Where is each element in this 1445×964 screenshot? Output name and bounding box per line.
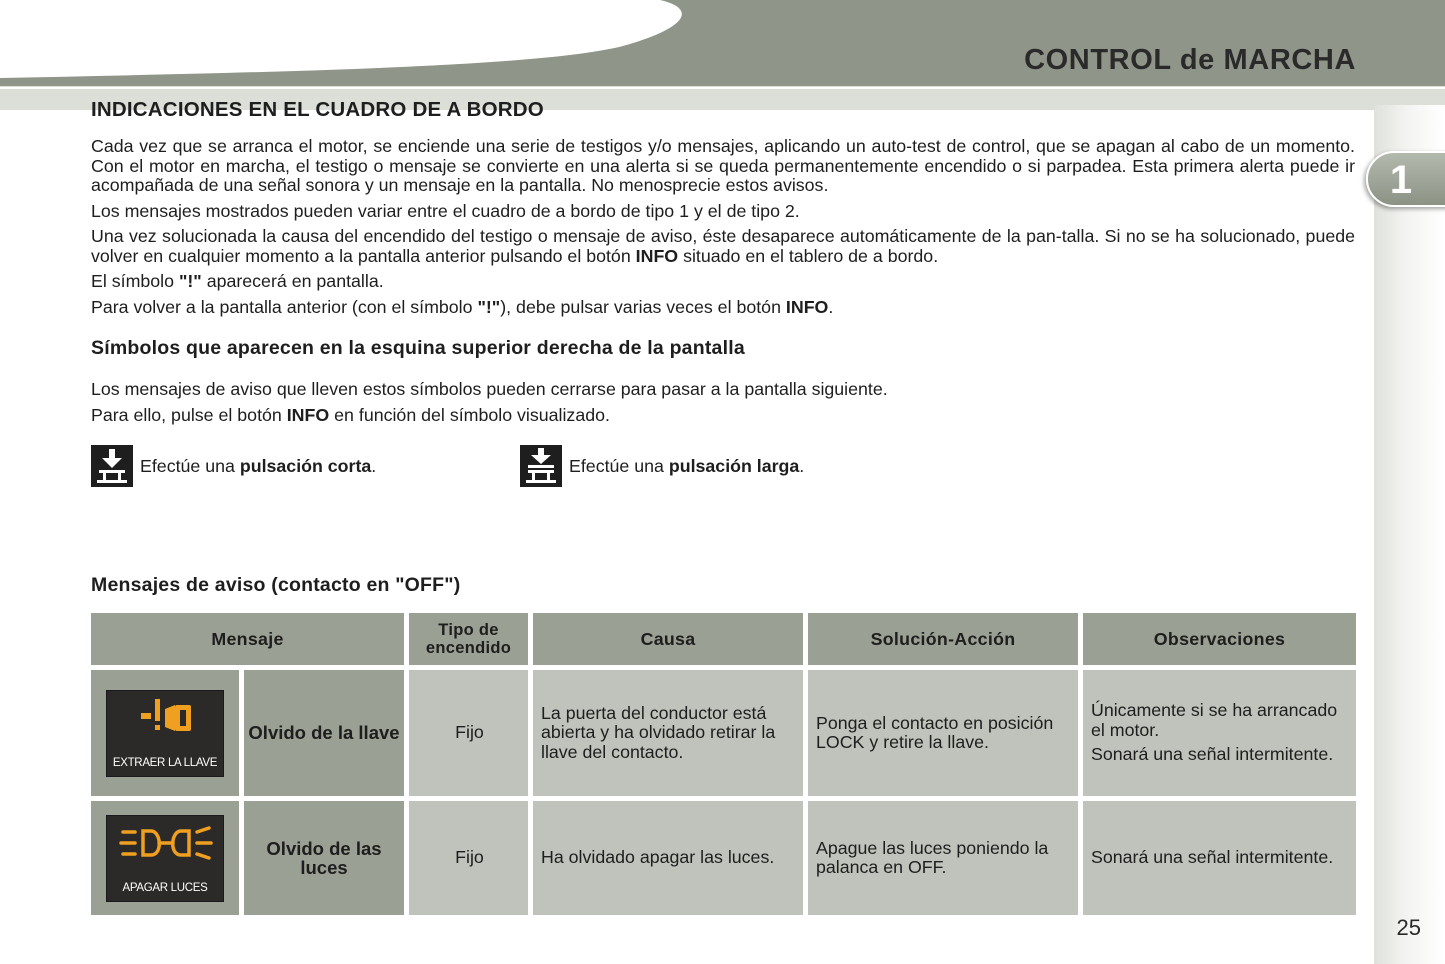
key-warning-screen	[106, 690, 224, 777]
types-paragraph: Los mensajes mostrados pueden variar entre el cuadro de a bordo de tipo 1 y el de tipo 2.	[91, 200, 800, 221]
chapter-title: CONTROL de MARCHA	[1024, 44, 1356, 76]
table-row-1-name: Olvido de la llave	[244, 670, 404, 796]
table-row-2-solucion: Apague las luces poniendo la palanca en OFF.	[808, 801, 1078, 915]
intro-paragraph: Cada vez que se arranca el motor, se enciende una serie de testigos y/o mensajes, aplicando un auto-test de control, que se apagan al cabo de un momento. Con el motor en marcha, el testigo o mensaje se convierte en una alerta si se queda permanentemente encendido o si parpadea. Esta primera alerta puede ir acompañada de una señal sonora y un mensaje en la pantalla. No menosprecie estos avisos.	[91, 136, 1355, 195]
table-row-2-image	[91, 801, 239, 915]
header-solucion: Solución-Acción	[808, 613, 1078, 665]
page-number: 25	[1396, 915, 1421, 940]
screen-label-key: EXTRAER LA LLAVE	[112, 756, 218, 769]
header-mensaje: Mensaje	[91, 613, 404, 665]
long-press-text: Efectúe una pulsación larga.	[569, 455, 805, 476]
header-causa: Causa	[533, 613, 803, 665]
short-press-text: Efectúe una pulsación corta.	[140, 455, 377, 476]
table-row-2-observaciones	[1083, 801, 1356, 915]
press-symbols-row	[91, 445, 1355, 489]
symbol-paragraph: El símbolo "!" aparecerá en pantalla.	[91, 271, 384, 291]
table-title: Mensajes de aviso (contacto en "OFF")	[91, 574, 461, 596]
short-press-icon	[91, 445, 133, 487]
return-paragraph: Para volver a la pantalla anterior (con el símbolo "!"), debe pulsar varias veces el botón INFO.	[91, 296, 834, 317]
chapter-tab[interactable]	[1366, 151, 1445, 207]
short-press-item	[91, 445, 376, 487]
section-title: INDICACIONES EN EL CUADRO DE A BORDO	[91, 98, 544, 121]
symbols-paragraph-1: Los mensajes de aviso que lleven estos símbolos pueden cerrarse para pasar a la pantalla siguiente.	[91, 379, 888, 399]
table-row-2-tipo: Fijo	[409, 801, 528, 915]
table-row-1-tipo: Fijo	[409, 670, 528, 796]
right-side-strip	[1374, 105, 1445, 964]
table-row-1-obs-1: Únicamente si se ha arrancado el motor.	[1091, 700, 1338, 740]
table-row-1-causa: La puerta del conductor está abierta y ha olvidado retirar la llave del contacto.	[533, 670, 803, 796]
symbols-paragraph-2: Para ello, pulse el botón INFO en función del símbolo visualizado.	[91, 404, 610, 425]
headlights-screen	[106, 815, 224, 902]
table-row-1-obs-2: Sonará una señal intermitente.	[1091, 744, 1334, 765]
table-row-2-name: Olvido de las luces	[244, 801, 404, 915]
table-row-2-causa: Ha olvidado apagar las luces.	[533, 801, 803, 915]
info-keyword: INFO	[635, 245, 679, 266]
key-warning-icon	[107, 691, 225, 751]
headlights-icon	[107, 816, 225, 876]
table-row-2-obs-1: Sonará una señal intermitente.	[1091, 847, 1334, 868]
main-content	[91, 98, 1355, 489]
screen-label-lights: APAGAR LUCES	[122, 881, 208, 894]
table-row-1-image	[91, 670, 239, 796]
long-press-item	[520, 445, 804, 487]
header-observaciones: Observaciones	[1083, 613, 1356, 665]
chapter-number: 1	[1389, 158, 1413, 202]
table-row-1-observaciones	[1083, 670, 1356, 796]
long-press-icon	[520, 445, 562, 487]
symbols-subtitle: Símbolos que aparecen en la esquina superior derecha de la pantalla	[91, 337, 745, 359]
info-paragraph: Una vez solucionada la causa del encendido del testigo o mensaje de aviso, éste desaparece automáticamente de la pan-talla. Si no se ha solucionado, puede volver en cualquier momento a la pantalla anterior pulsando el botón INFO situado en el tablero de a bordo.	[91, 226, 1355, 266]
header-tipo: Tipo de encendido	[409, 613, 528, 665]
table-row-1-solucion: Ponga el contacto en posición LOCK y retire la llave.	[808, 670, 1078, 796]
